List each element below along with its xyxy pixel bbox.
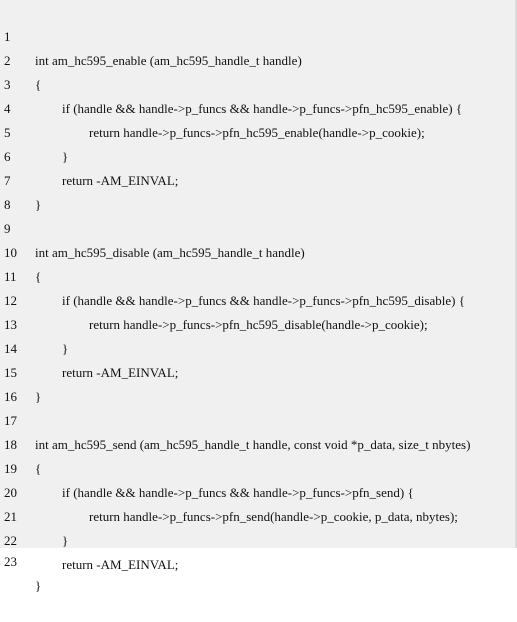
line-number: 21 xyxy=(4,509,17,524)
code-text: } xyxy=(62,533,69,548)
code-text: if (handle && handle->p_funcs && handle->p_funcs->pfn_send) { xyxy=(62,485,414,500)
code-line xyxy=(0,169,515,212)
line-number: 17 xyxy=(4,413,17,428)
line-number: 12 xyxy=(4,293,17,308)
line-number: 23 xyxy=(4,554,17,569)
line-number: 10 xyxy=(4,245,17,260)
code-text: return handle->p_funcs->pfn_hc595_disable(handle->p_cookie); xyxy=(89,317,428,332)
code-text: } xyxy=(35,578,42,593)
code-text: } xyxy=(35,197,42,212)
line-number: 14 xyxy=(4,341,17,356)
line-number: 18 xyxy=(4,437,17,452)
code-text: { xyxy=(35,461,42,476)
line-number: 5 xyxy=(4,125,11,140)
line-number: 1 xyxy=(4,29,11,44)
line-number: 4 xyxy=(4,101,11,116)
line-number: 19 xyxy=(4,461,17,476)
code-text: int am_hc595_enable (am_hc595_handle_t handle) xyxy=(35,53,302,68)
line-number: 20 xyxy=(4,485,17,500)
code-line xyxy=(0,121,515,188)
code-text: if (handle && handle->p_funcs && handle->p_funcs->pfn_hc595_disable) { xyxy=(62,293,465,308)
line-number: 15 xyxy=(4,365,17,380)
code-text: { xyxy=(35,269,42,284)
line-number: 3 xyxy=(4,77,11,92)
line-number: 8 xyxy=(4,197,11,212)
code-line xyxy=(0,361,515,404)
code-text: if (handle && handle->p_funcs && handle->p_funcs->pfn_hc595_enable) { xyxy=(62,101,463,116)
line-number: 13 xyxy=(4,317,17,332)
code-text: return -AM_EINVAL; xyxy=(62,365,179,380)
line-number: 11 xyxy=(4,269,17,284)
code-text: return -AM_EINVAL; xyxy=(62,173,179,188)
code-text: return -AM_EINVAL; xyxy=(62,557,179,572)
code-text: return handle->p_funcs->pfn_send(handle->p_cookie, p_data, nbytes); xyxy=(89,509,458,524)
code-text: } xyxy=(62,149,69,164)
line-number: 7 xyxy=(4,173,11,188)
code-line xyxy=(0,1,515,68)
line-number: 9 xyxy=(4,221,11,236)
code-text: } xyxy=(35,389,42,404)
code-text: return handle->p_funcs->pfn_hc595_enable(handle->p_cookie); xyxy=(89,125,425,140)
code-text: } xyxy=(62,341,69,356)
line-number: 16 xyxy=(4,389,17,404)
line-number: 2 xyxy=(4,53,11,68)
line-number: 22 xyxy=(4,533,17,548)
code-text: { xyxy=(35,77,42,92)
code-text: int am_hc595_disable (am_hc595_handle_t handle) xyxy=(35,245,305,260)
code-line xyxy=(0,49,515,116)
line-number: 6 xyxy=(4,149,11,164)
code-text: int am_hc595_send (am_hc595_handle_t handle, const void *p_data, size_t nbytes) xyxy=(35,437,471,452)
